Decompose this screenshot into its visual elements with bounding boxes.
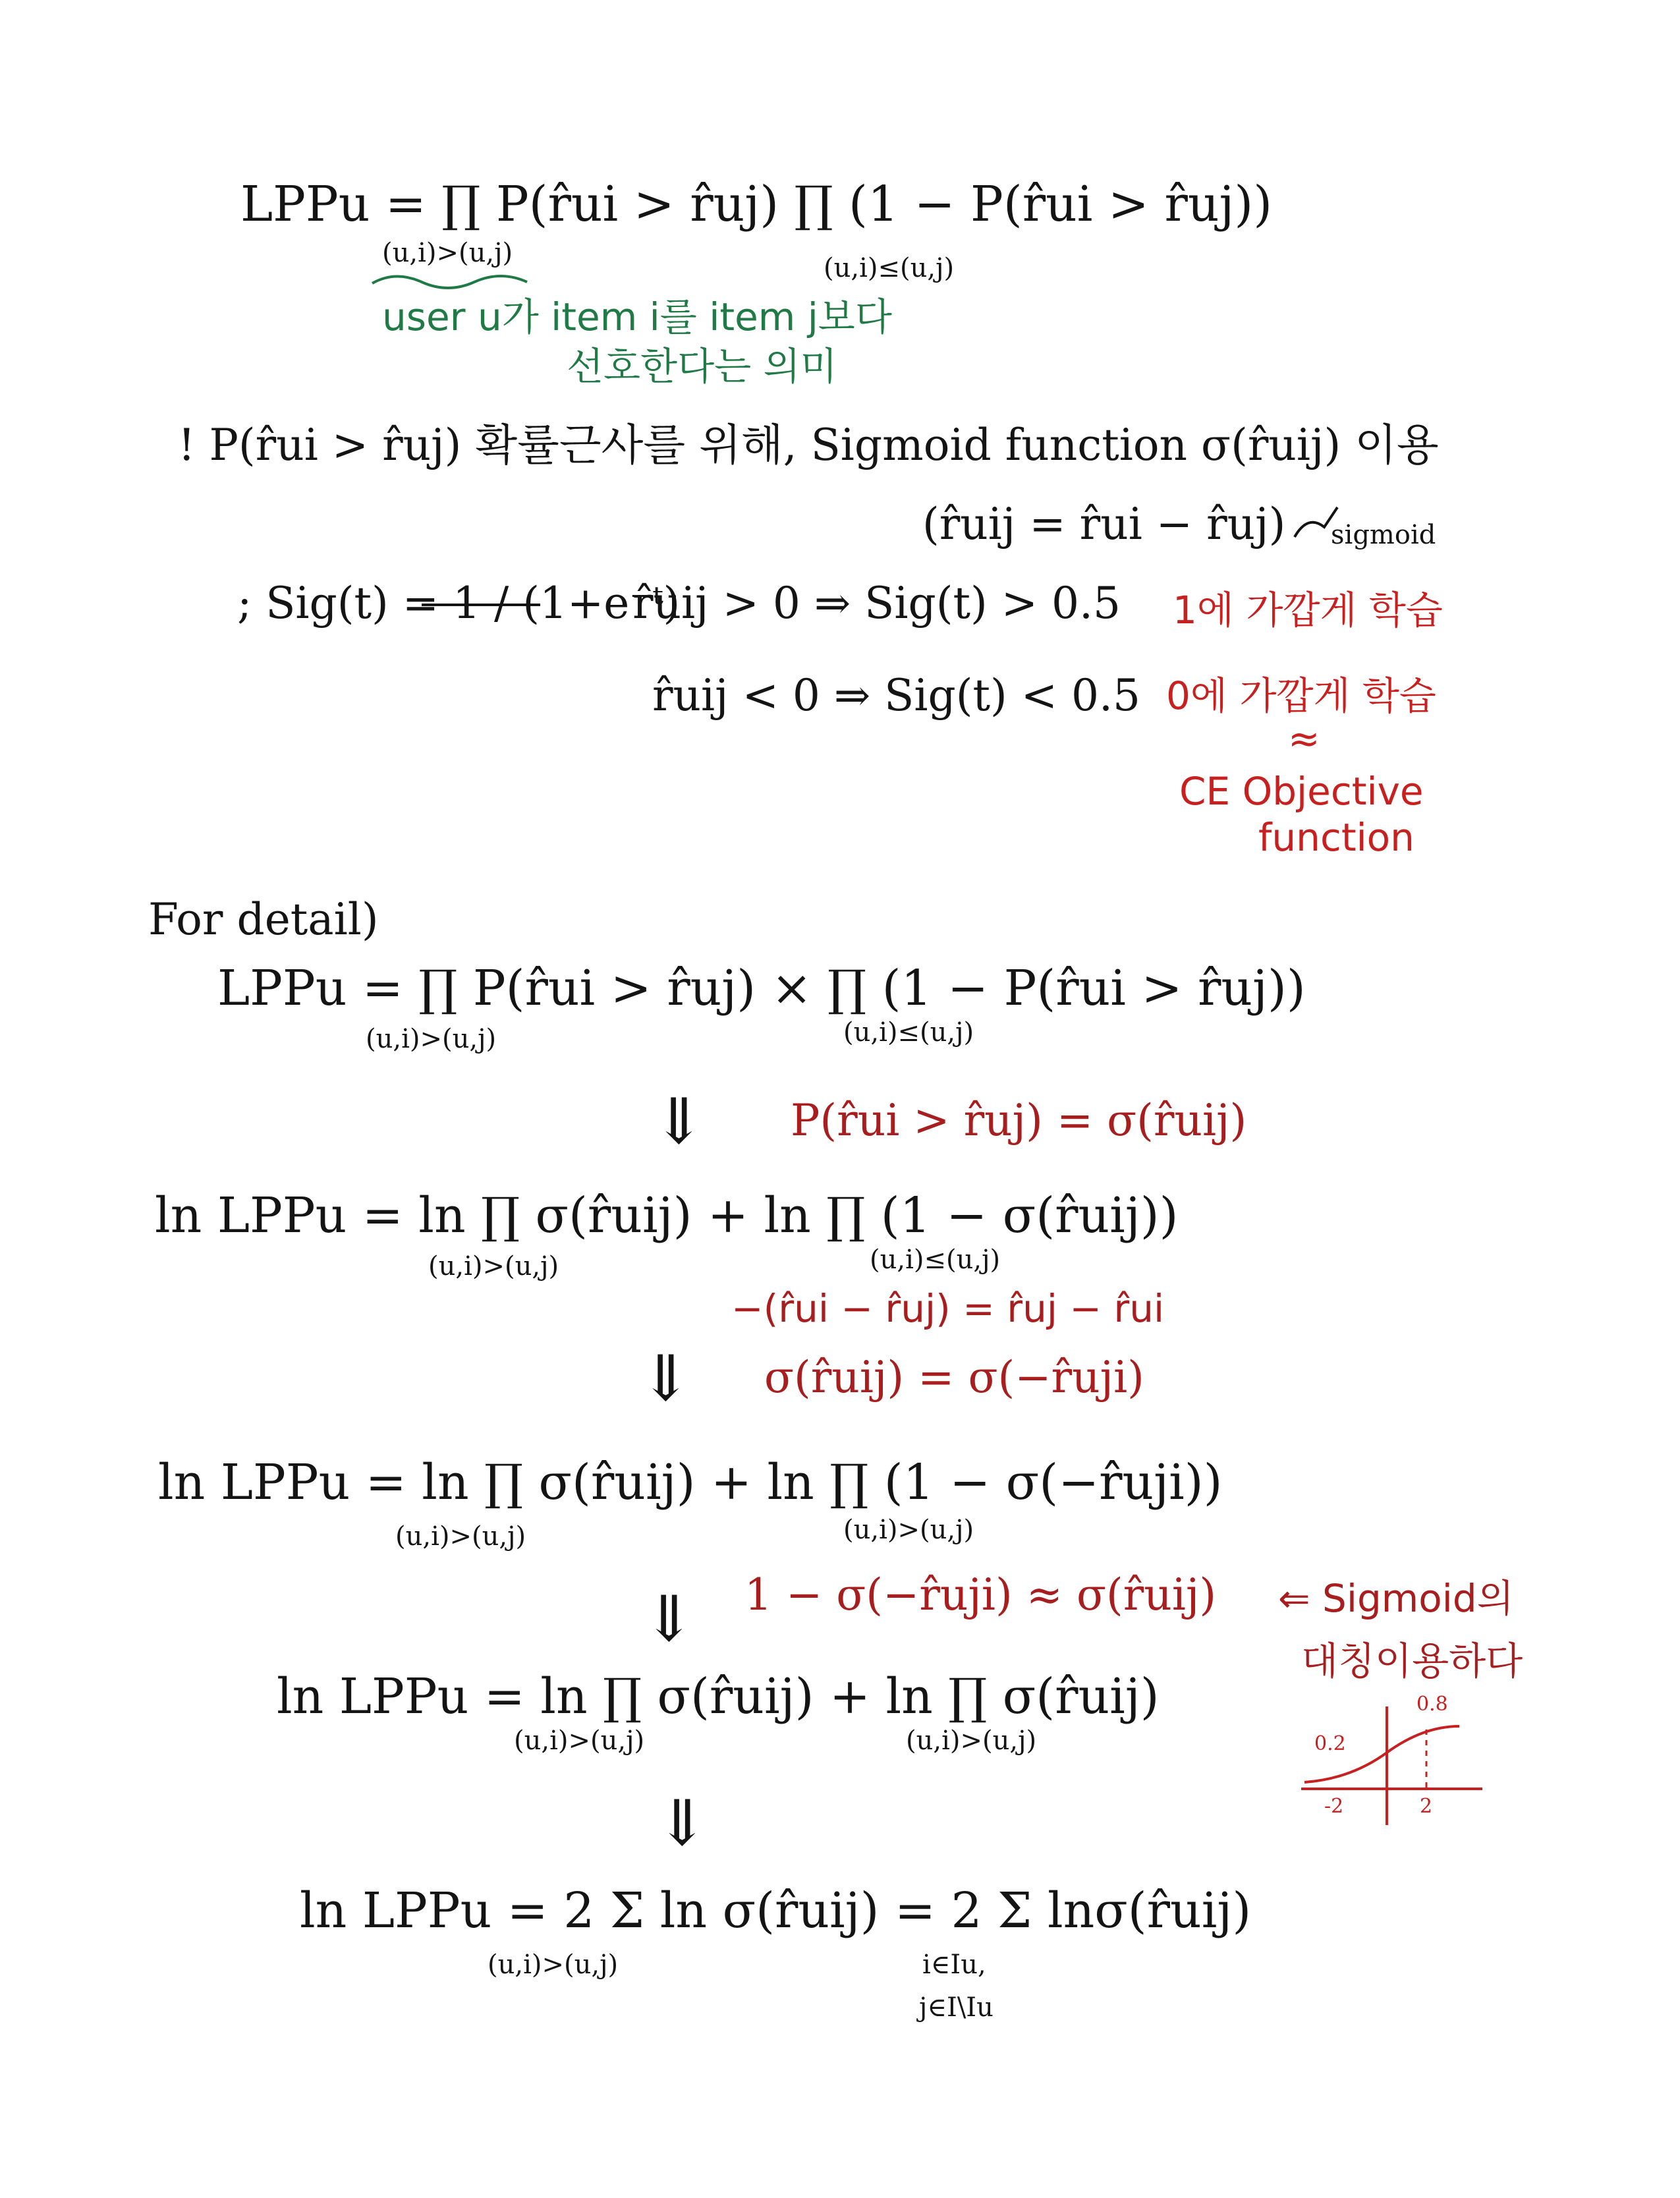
condition-negative: r̂uij < 0 ⇒ Sig(t) < 0.5 bbox=[652, 670, 1140, 721]
step-probability-to-sigmoid: P(r̂ui > r̂uj) = σ(r̂uij) bbox=[791, 1095, 1247, 1146]
note-user-prefers-line2: 선호한다는 의미 bbox=[567, 344, 837, 389]
derivation-arrow-2: ⇓ bbox=[639, 1341, 692, 1415]
ruij-definition: (r̂uij = r̂ui − r̂uj) bbox=[922, 499, 1286, 550]
eq1-subscript-less-equal: (u,i)≤(u,j) bbox=[843, 1017, 974, 1048]
condition-positive: r̂uij > 0 ⇒ Sig(t) > 0.5 bbox=[632, 578, 1121, 629]
eq3-subscript-right: (u,i)>(u,j) bbox=[843, 1515, 974, 1545]
note-user-prefers-line1: user u가 item i를 item j보다 bbox=[382, 295, 892, 339]
step-complement-approx: 1 − σ(−r̂uji) ≈ σ(r̂uij) bbox=[744, 1569, 1217, 1620]
eq2-subscript-less-equal: (u,i)≤(u,j) bbox=[870, 1245, 1001, 1275]
eq4-subscript-right: (u,i)>(u,j) bbox=[906, 1726, 1037, 1756]
note-learn-toward-1: 1에 가깝게 학습 bbox=[1173, 588, 1443, 633]
derivation-arrow-3: ⇓ bbox=[642, 1582, 696, 1656]
for-detail-heading: For detail) bbox=[148, 894, 379, 945]
eq5-subscript-j-not-in-iu: j∈I\Iu bbox=[919, 1992, 994, 2023]
derivation-arrow-4: ⇓ bbox=[656, 1786, 709, 1860]
lppu-detail-equation: LPPu = ∏ P(r̂ui > r̂uj) × ∏ (1 − P(r̂ui > r̂uj)) bbox=[217, 960, 1306, 1017]
step-sigmoid-symmetry: σ(r̂uij) = σ(−r̂uji) bbox=[764, 1352, 1144, 1403]
green-underline-stroke bbox=[372, 276, 527, 288]
side-note-symmetry: 대칭이용하다 bbox=[1301, 1639, 1523, 1683]
graph-label-0-8: 0.8 bbox=[1416, 1693, 1448, 1716]
log-lppu-equation-3: ln LPPu = ln ∏ σ(r̂uij) + ln ∏ σ(r̂uij) bbox=[277, 1668, 1160, 1725]
lppu-definition-equation: LPPu = ∏ P(r̂ui > r̂uj) ∏ (1 − P(r̂ui > r̂uj)) bbox=[240, 176, 1273, 233]
sigmoid-label: sigmoid bbox=[1331, 520, 1436, 550]
eq1-subscript-greater: (u,i)>(u,j) bbox=[366, 1024, 497, 1054]
eq3-subscript-left: (u,i)>(u,j) bbox=[395, 1521, 526, 1552]
note-ce-objective: CE Objective bbox=[1179, 769, 1424, 814]
derivation-arrow-1: ⇓ bbox=[652, 1085, 706, 1158]
eq2-subscript-greater: (u,i)>(u,j) bbox=[428, 1251, 559, 1282]
side-note-sigmoid: ⇐ Sigmoid의 bbox=[1278, 1576, 1514, 1621]
note-function: function bbox=[1258, 815, 1414, 860]
eq4-subscript-left: (u,i)>(u,j) bbox=[514, 1726, 645, 1756]
graph-label-pos-2: 2 bbox=[1420, 1795, 1433, 1818]
step-negation-identity: −(r̂ui − r̂uj) = r̂uj − r̂ui bbox=[731, 1286, 1165, 1331]
graph-label-neg-2: -2 bbox=[1324, 1795, 1344, 1818]
graph-label-0-2: 0.2 bbox=[1314, 1732, 1346, 1755]
eq5-subscript-i-in-iu: i∈Iu, bbox=[922, 1950, 986, 1980]
log-lppu-equation-2: ln LPPu = ln ∏ σ(r̂uij) + ln ∏ (1 − σ(−r̂uji)) bbox=[158, 1454, 1223, 1511]
log-lppu-equation-1: ln LPPu = ln ∏ σ(r̂uij) + ln ∏ (1 − σ(r̂uij)) bbox=[155, 1187, 1179, 1244]
sigmoid-approximation-line: ! P(r̂ui > r̂uj) 확률근사를 위해, Sigmoid function σ(r̂uij) 이용 bbox=[178, 420, 1439, 470]
eq5-subscript-pairs: (u,i)>(u,j) bbox=[488, 1950, 619, 1980]
note-approx-symbol: ≈ bbox=[1288, 716, 1320, 761]
sigmoid-formula: ; Sig(t) = 1 / (1+e⁻ᵗ) bbox=[237, 578, 681, 629]
note-learn-toward-0: 0에 가깝게 학습 bbox=[1166, 673, 1436, 718]
log-lppu-final-equation: ln LPPu = 2 Σ ln σ(r̂uij) = 2 Σ lnσ(r̂uij) bbox=[300, 1882, 1252, 1939]
product-subscript-greater: (u,i)>(u,j) bbox=[382, 238, 513, 268]
product-subscript-less-equal: (u,i)≤(u,j) bbox=[824, 253, 955, 283]
